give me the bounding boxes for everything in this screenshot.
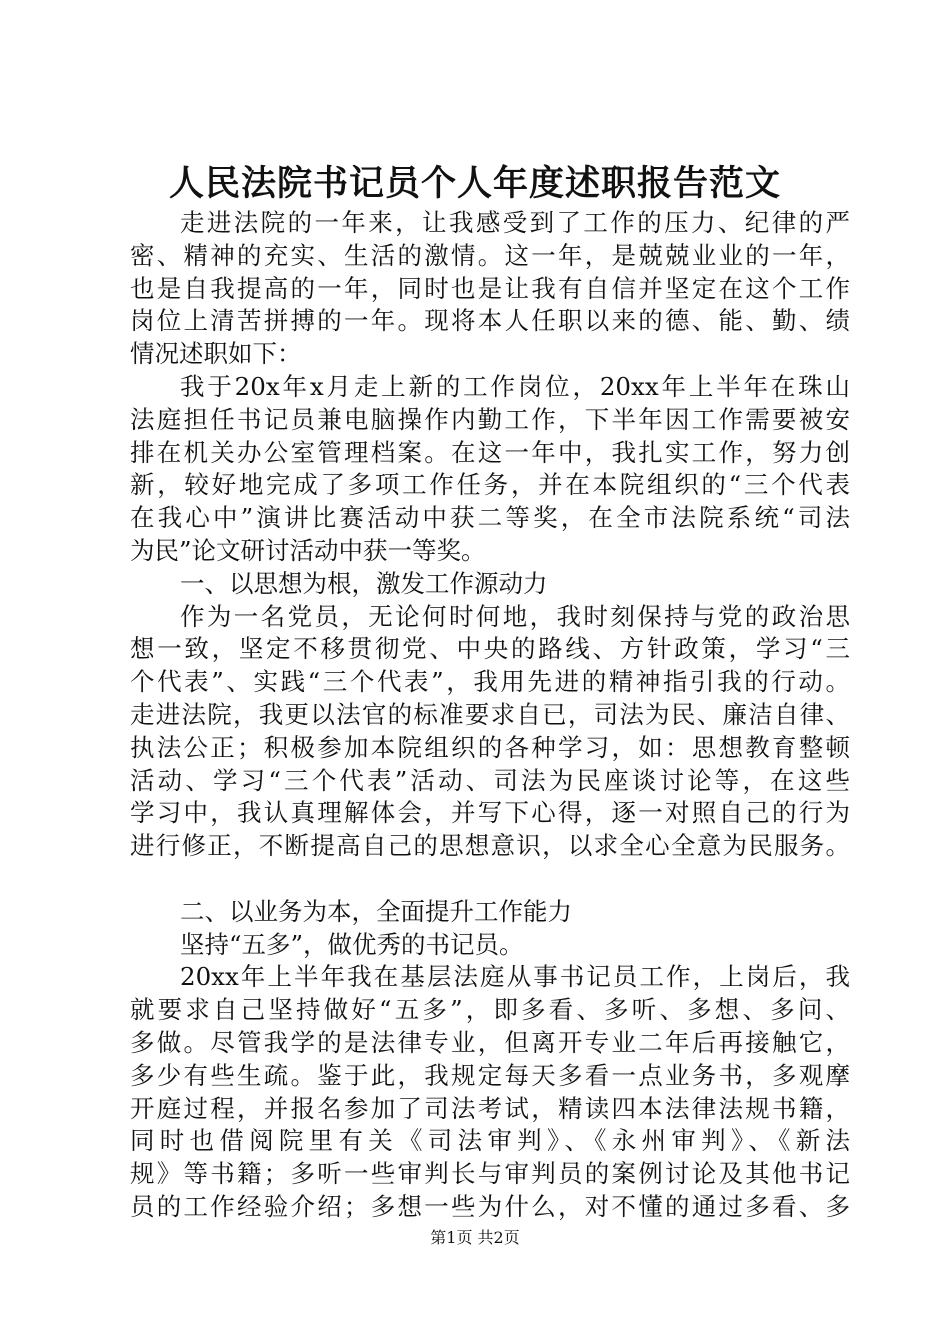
body-text-line: 员的工作经验介绍；多想一些为什么，对不懂的通过多看、多 (130, 1191, 850, 1221)
body-text-line: 多少有些生疏。鉴于此，我规定每天多看一点业务书，多观摩 (130, 1060, 850, 1090)
body-text-line: 情况述职如下： (130, 339, 302, 369)
body-text-line: 同时也借阅院里有关《司法审判》、《永州审判》、《新法 (130, 1126, 850, 1156)
body-text-line: 活动、学习“三个代表”活动、司法为民座谈讨论等，在这些 (130, 765, 850, 795)
body-text-line: 在我心中”演讲比赛活动中获二等奖，在全市法院系统“司法 (130, 503, 850, 533)
body-text-line: 20xx年上半年我在基层法庭从事书记员工作，上岗后，我 (180, 962, 850, 992)
body-text-line: 多做。尽管我学的是法律专业，但离开专业二年后再接触它， (130, 1027, 850, 1057)
document-body (130, 207, 850, 1224)
body-text-line: 个代表”、实践“三个代表”，我用先进的精神指引我的行动。 (130, 667, 850, 697)
body-text-line: 开庭过程，并报名参加了司法考试，精读四本法律法规书籍， (130, 1093, 850, 1123)
body-text-line: 岗位上清苦拼搏的一年。现将本人任职以来的德、能、勤、绩 (130, 306, 850, 336)
body-text-line: 就要求自己坚持做好“五多”，即多看、多听、多想、多问、 (130, 995, 850, 1025)
body-text-line: 想一致，坚定不移贯彻党、中央的路线、方针政策，学习“三 (130, 634, 850, 664)
body-text-line: 规》等书籍；多听一些审判长与审判员的案例讨论及其他书记 (130, 1159, 850, 1189)
body-text-line: 作为一名党员，无论何时何地，我时刻保持与党的政治思 (180, 601, 850, 631)
body-text-line: 法庭担任书记员兼电脑操作内勤工作，下半年因工作需要被安 (130, 404, 850, 434)
body-text-line: 坚持“五多”，做优秀的书记员。 (180, 929, 524, 959)
body-text-line: 为民”论文研讨活动中获一等奖。 (130, 535, 486, 565)
body-text-line: 走进法院，我更以法官的标准要求自已，司法为民、廉洁自律、 (130, 699, 850, 729)
document-title: 人民法院书记员个人年度述职报告范文 (168, 163, 781, 204)
body-text-line: 新，较好地完成了多项工作任务，并在本院组织的“三个代表 (130, 470, 850, 500)
body-text-line: 执法公正；积极参加本院组织的各种学习，如：思想教育整顿 (130, 732, 850, 762)
body-text-line: 我于20x年x月走上新的工作岗位，20xx年上半年在珠山 (180, 371, 850, 401)
body-text-line: 走进法院的一年来，让我感受到了工作的压力、纪律的严 (180, 208, 850, 237)
body-text-line: 学习中，我认真理解体会，并写下心得，逐一对照自己的行为 (130, 798, 850, 828)
body-text-line: 也是自我提高的一年，同时也是让我有自信并坚定在这个工作 (130, 273, 850, 303)
paragraph-gap (130, 863, 850, 896)
body-text-line: 二、以业务为本，全面提升工作能力 (180, 896, 572, 926)
page-number-footer: 第1页 共2页 (430, 1228, 520, 1247)
body-text-line: 排在机关办公室管理档案。在这一年中，我扎实工作，努力创 (130, 437, 850, 467)
body-text-line: 密、精神的充实、生活的激情。这一年，是兢兢业业的一年， (130, 240, 850, 270)
body-text-line: 进行修正，不断提高自己的思想意识，以求全心全意为民服务。 (130, 831, 850, 861)
body-text-line: 一、以思想为根，激发工作源动力 (180, 568, 548, 598)
